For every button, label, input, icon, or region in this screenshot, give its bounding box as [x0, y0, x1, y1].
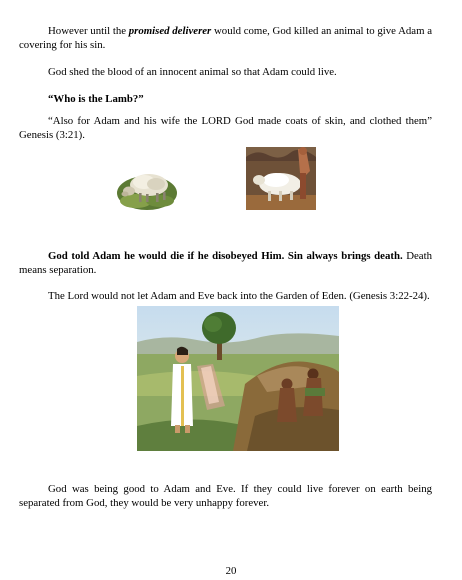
- text-run: would come, God killed an animal to give Adam a covering for his sin.: [19, 25, 432, 51]
- eden-scene-image: [137, 306, 339, 451]
- paragraph-genesis-3-21: “Also for Adam and his wife the LORD God made coats of skin, and clothed them” Genesis (3:21).: [19, 115, 432, 141]
- emphasis-promised-deliverer: promised deliverer: [128, 25, 212, 37]
- paragraph-garden-of-eden: The Lord would not let Adam and Eve back into the Garden of Eden. (Genesis 3:22-24).: [48, 290, 430, 302]
- heading-who-is-the-lamb: “Who is the Lamb?”: [48, 93, 144, 105]
- paragraph-god-was-good: God was being good to Adam and Eve. If they could live forever on earth being separated from God, they would be very unhappy forever.: [19, 483, 432, 509]
- paragraph-promised-deliverer: [19, 25, 432, 52]
- paragraph-blood-shed: God shed the blood of an innocent animal so that Adam could live.: [48, 66, 337, 78]
- page-number: 20: [225, 565, 237, 577]
- text-run: However until the: [48, 25, 129, 37]
- text-run: Death means separation.: [19, 250, 432, 276]
- man-with-sheep-image: [246, 147, 316, 210]
- sheep-grazing-image: [116, 163, 178, 211]
- paragraph-sin-brings-death: [19, 250, 432, 277]
- bold-statement: God told Adam he would die if he disobeyed Him. Sin always brings death.: [48, 250, 403, 262]
